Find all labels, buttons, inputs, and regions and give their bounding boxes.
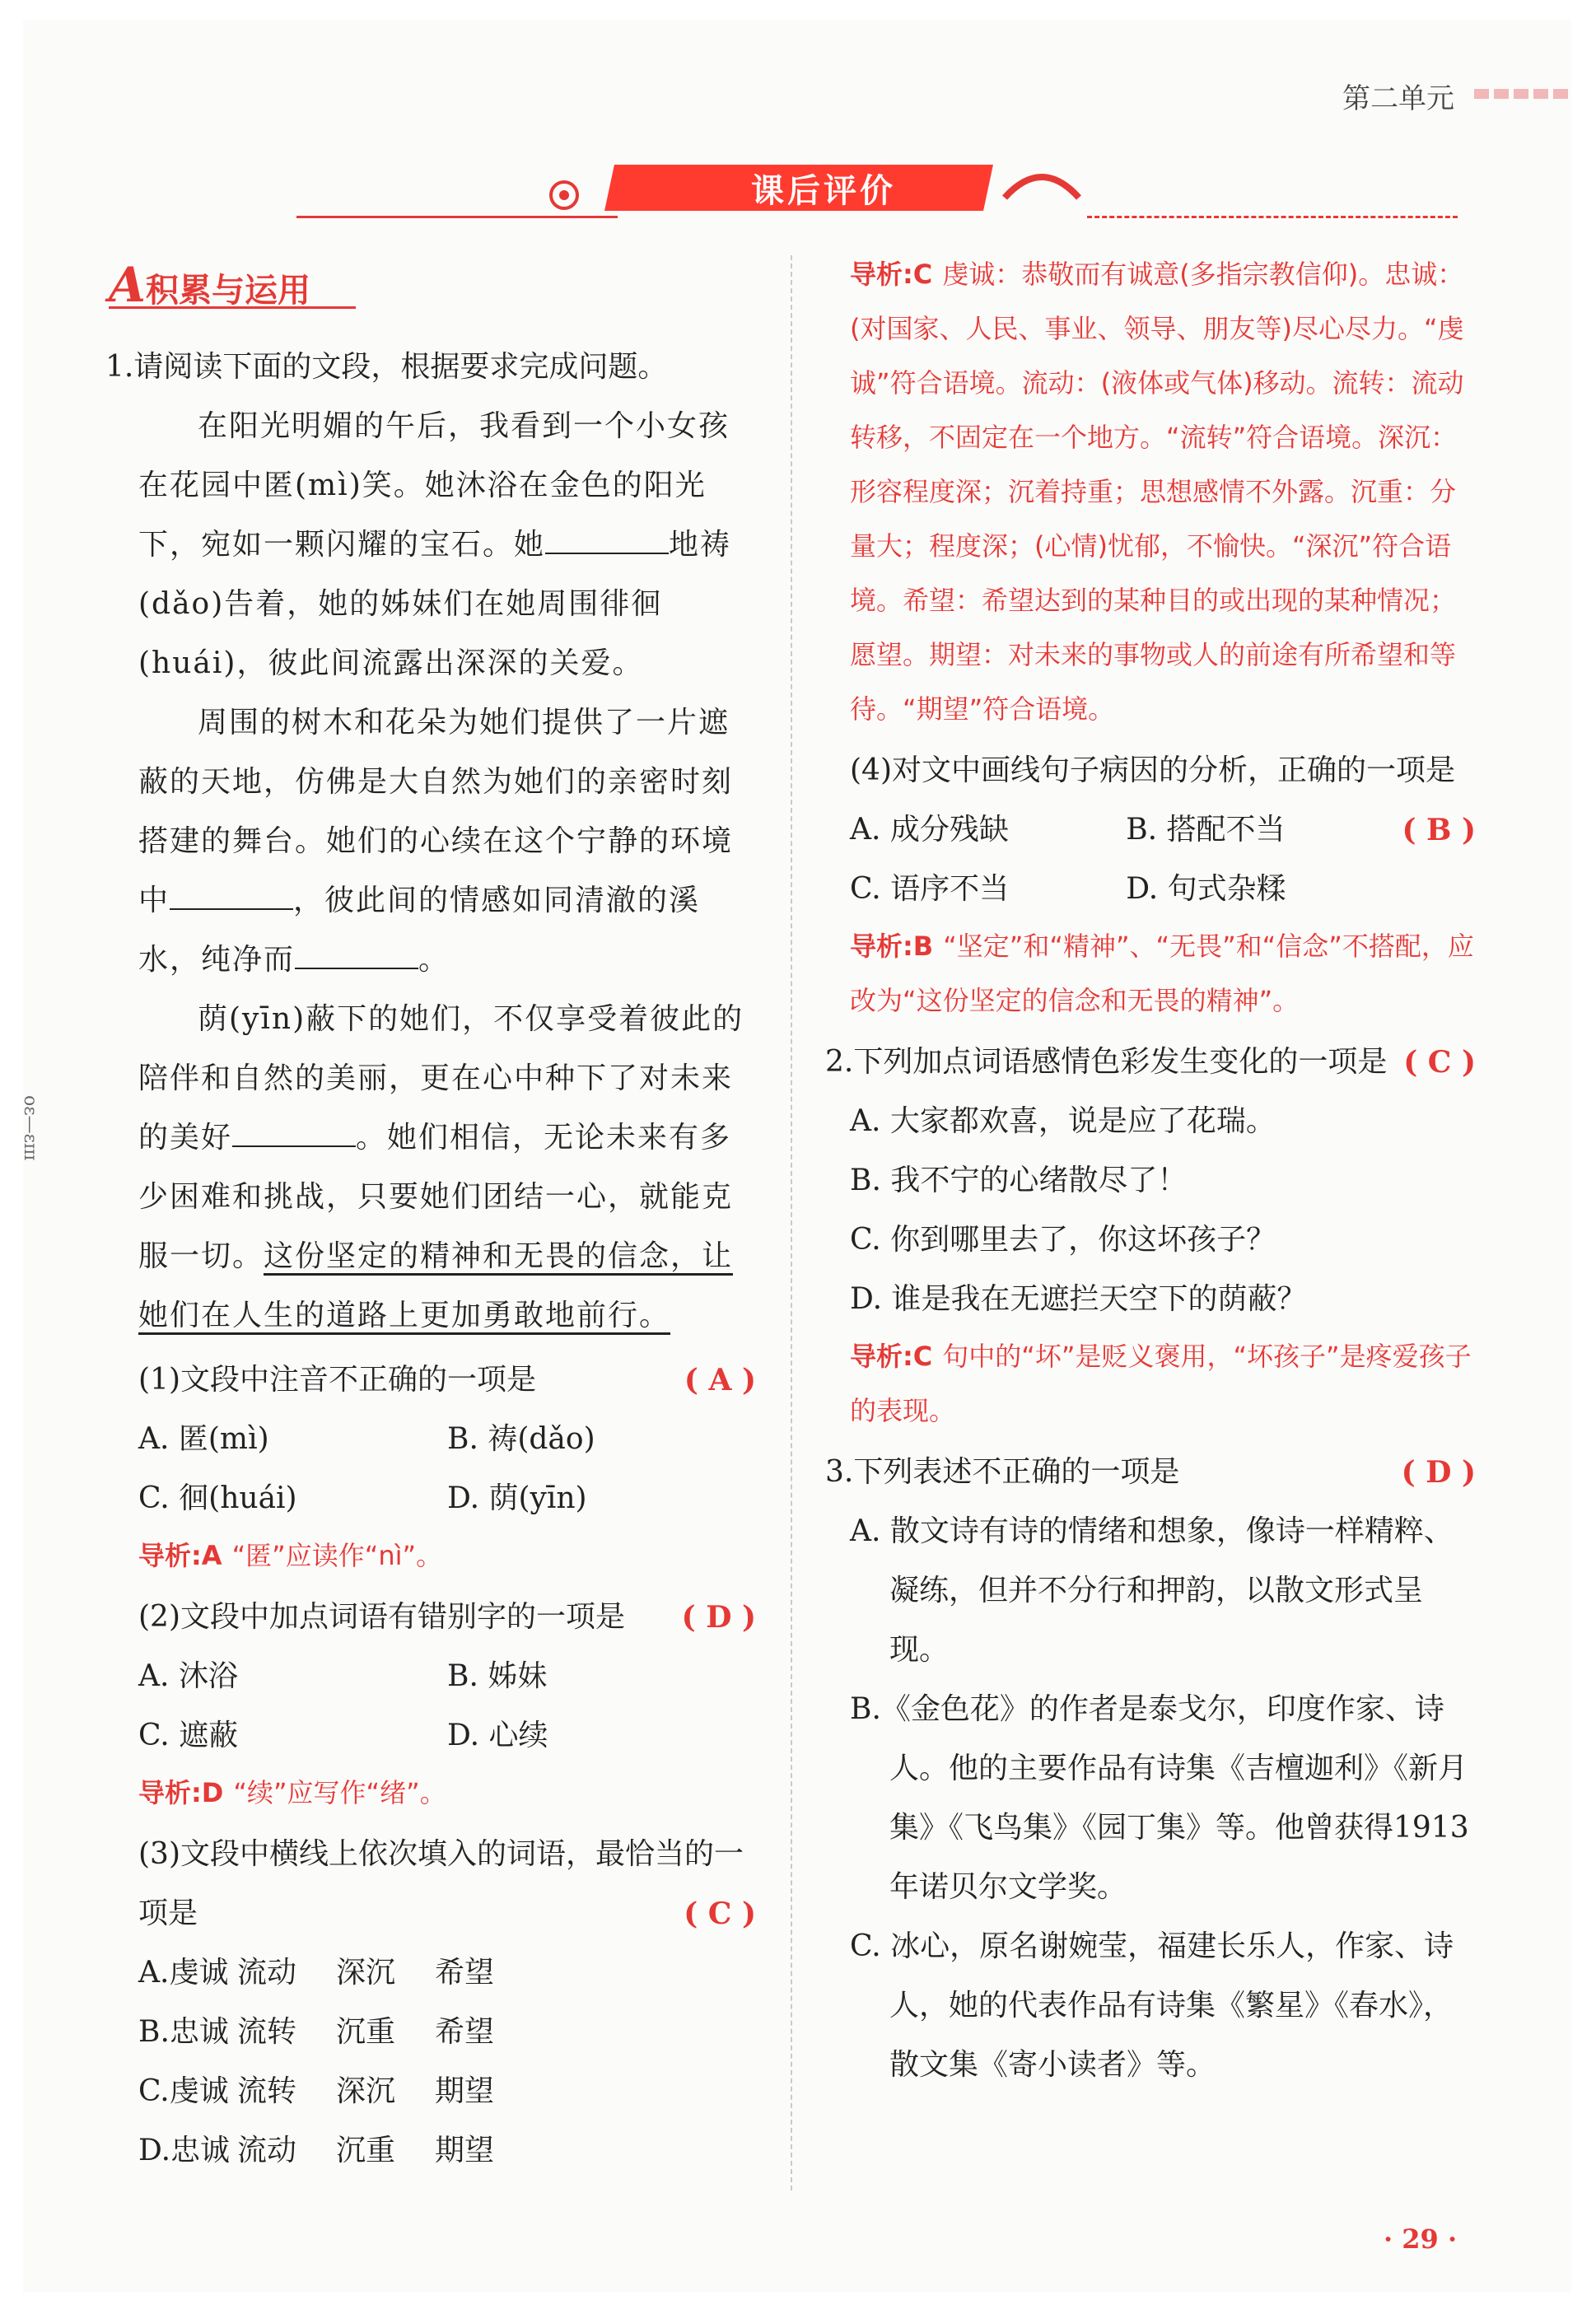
option[interactable]: D. 句式杂糅 (1126, 872, 1286, 906)
target-icon (544, 175, 593, 216)
banner-line-left (296, 216, 618, 218)
option[interactable]: C. 你到哪里去了，你这坏孩子？ (850, 1223, 1276, 1257)
answer-badge: ( C ) (684, 1896, 756, 1931)
passage-paragraph-2: 周围的树木和花朵为她们提供了一片遮蔽的天地，仿佛是大自然为她们的亲密时刻搭建的舞台。她们的心续在这个宁静的环境中 ，彼此间的情感如同清澈的溪水，纯净而 。 (138, 706, 734, 977)
option[interactable]: A. 成分残缺 (850, 813, 1009, 847)
subquestion-2: (2)文段中加点词语有错别字的一项是 ( D ) (138, 1588, 756, 1647)
question-2: 2.下列加点词语感情色彩发生变化的一项是 ( C ) (825, 1033, 1476, 1092)
passage-paragraph-3: 荫(yīn)蔽下的她们，不仅享受着彼此的陪伴和自然的美丽，更在心中种下了对未来的美好 。她们相信，无论未来有多少困难和挑战，只要她们团结一心，就能克服一切。这份坚定的精神和无畏的信念，让她们在人生的道路上更加勇敢地前行。 (138, 990, 756, 1346)
option[interactable]: D. 谁是我在无遮拦天空下的荫蔽？ (850, 1282, 1307, 1316)
question-1-stem: 1.请阅读下面的文段，根据要求完成问题。 (105, 350, 668, 384)
option[interactable]: B. 祷(dǎo) (447, 1422, 595, 1456)
section-title: 积累与运用 (146, 272, 311, 310)
option[interactable]: C. 遮蔽 (138, 1719, 239, 1752)
option-row[interactable]: C.虔诚 流转 深沉 期望 (138, 2074, 495, 2108)
section-heading (109, 257, 310, 313)
option[interactable]: D. 荫(yīn) (447, 1481, 587, 1515)
option[interactable]: C. 语序不当 (850, 872, 1010, 906)
blank-1[interactable] (545, 528, 669, 554)
subquestion-3-options (138, 1943, 756, 2181)
option[interactable]: A. 匿(mì) (138, 1422, 269, 1456)
unit-label: 第二单元 (1342, 82, 1454, 115)
passage-paragraph-1: 在阳光明媚的午后，我看到一个小女孩在花园中匿(mì)笑。她沐浴在金色的阳光下，宛如一颗闪耀的宝石。她 地祷(dǎo)告着，她的姊妹们在她周围徘徊(huái)，彼此间流露出深深的关爱。 (138, 409, 732, 680)
section-letter: A (109, 257, 147, 313)
option-row[interactable]: B.忠诚 流转 沉重 希望 (138, 2015, 495, 2049)
analysis-1: 导析:A “匿”应读作“nì”。 (138, 1540, 443, 1571)
underlined-sentence: 这份坚定的精神和无畏的信念，让她们在人生的道路上更加勇敢地前行。 (138, 1239, 733, 1335)
option[interactable]: B.《金色花》的作者是泰戈尔，印度作家、诗人。他的主要作品有诗集《吉檀迦利》《新月集》《飞鸟集》《园丁集》等。他曾获得1913年诺贝尔文学奖。 (850, 1692, 1469, 1904)
option[interactable]: C. 徊(huái) (138, 1481, 297, 1515)
analysis-2: 导析:D “续”应写作“绪”。 (138, 1777, 446, 1808)
option-row[interactable]: D.忠诚 流动 沉重 期望 (138, 2134, 495, 2167)
option-row[interactable]: A.虔诚 流动 深沉 希望 (138, 1956, 495, 1990)
answer-badge: ( A ) (684, 1363, 756, 1397)
analysis-3: 导析:C 虔诚：恭敬而有诚意(多指宗教信仰)。忠诚：(对国家、人民、事业、领导、朋友等)尽心尽力。“虔诚”符合语境。流动：(液体或气体)移动。流转：流动转移，不固定在一个地方。“流转”符合语境。深沉：形容程度深；沉着持重；思想感情不外露。沉重：分量大；程度深；(心情)忧郁，不愉快。“深沉”符合语境。希望：希望达到的某种目的或出现的某种情况；愿望。期望：对未来的事物或人的前途有所希望和等待。“期望”符合语境。 (850, 259, 1464, 725)
answer-badge: ( B ) (1402, 813, 1476, 847)
analysis-4: 导析:B “坚定”和“精神”、“无畏”和“信念”不搭配，应改为“这份坚定的信念和无畏的精神”。 (850, 931, 1474, 1016)
option[interactable]: B. 我不宁的心绪散尽了！ (850, 1164, 1188, 1197)
question-3-options (850, 1502, 1476, 2095)
subquestion-1: (1)文段中注音不正确的一项是 ( A ) (138, 1351, 756, 1410)
left-column (105, 338, 756, 2181)
option[interactable]: A. 散文诗有诗的情绪和想象，像诗一样精粹、凝练，但并不分行和押韵，以散文形式呈现。 (850, 1514, 1454, 1667)
subquestion-3: (3)文段中横线上依次填入的词语，最恰当的一项是 ( C ) (138, 1825, 756, 1943)
unit-decoration (1474, 86, 1573, 102)
blank-3[interactable] (295, 943, 418, 969)
right-column (825, 247, 1476, 2095)
banner-title: 课后评价 (751, 172, 896, 210)
subquestion-2-options (138, 1647, 756, 1766)
column-divider (791, 255, 792, 2190)
option[interactable]: A. 沐浴 (138, 1659, 238, 1693)
answer-badge: ( C ) (1403, 1045, 1476, 1080)
side-mark: oɛ—ɛɪɪɪ (20, 1095, 40, 1161)
subquestion-1-options (138, 1410, 756, 1528)
blank-2[interactable] (170, 884, 293, 910)
option[interactable]: A. 大家都欢喜，说是应了花瑞。 (850, 1104, 1276, 1138)
option[interactable]: D. 心续 (447, 1719, 548, 1752)
swirl-icon (996, 165, 1087, 222)
blank-4[interactable] (232, 1121, 356, 1147)
question-2-options (850, 1092, 1476, 1329)
page-number: · 29 · (1384, 2223, 1458, 2255)
answer-badge: ( D ) (681, 1600, 756, 1635)
banner-line-right (1087, 216, 1458, 218)
answer-badge: ( D ) (1401, 1455, 1476, 1490)
question-3: 3.下列表述不正确的一项是 ( D ) (825, 1443, 1476, 1502)
option[interactable]: C. 冰心，原名谢婉莹，福建长乐人，作家、诗人，她的代表作品有诗集《繁星》《春水》，散文集《寄小读者》等。 (850, 1929, 1454, 2082)
option[interactable]: B. 搭配不当 (1126, 813, 1286, 847)
subquestion-4: (4)对文中画线句子病因的分析，正确的一项是 ( B ) (850, 741, 1476, 800)
subquestion-4-options (850, 800, 1402, 919)
analysis-q2: 导析:C 句中的“坏”是贬义褒用，“坏孩子”是疼爱孩子的表现。 (850, 1341, 1472, 1426)
option[interactable]: B. 姊妹 (447, 1659, 548, 1693)
